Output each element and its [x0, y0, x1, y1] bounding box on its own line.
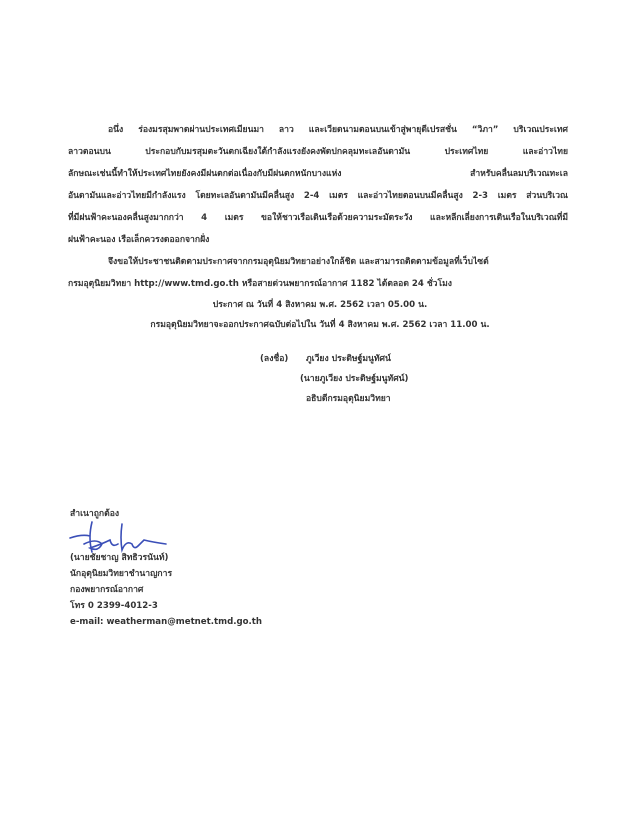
announced-date: ประกาศ ณ วันที่ 4 สิงหาคม พ.ศ. 2562 เวลา 05.00 น. — [212, 300, 428, 310]
certifier-name: (นายชัยชาญ สิทธิวรนันท์) — [70, 553, 169, 563]
paragraph1-line: อันดามันและอ่าวไทยมีกำลังแรง โดยทะเลอันดามันมีคลื่นสูง 2-4 เมตร และอ่าวไทยตอนบนมีคลื่นสูง 2-3 เมตร ส่วนบริเวณ — [68, 191, 568, 201]
certifier-phone: โทร 0 2399-4012-3 — [70, 601, 158, 611]
paragraph1-line: ลักษณะเช่นนี้ทำให้ประเทศไทยยังคงมีฝนตกต่อเนื่องกับมีฝนตกหนักบางแห่ง สำหรับคลื่นลมบริเวณทะเล — [68, 169, 568, 179]
certifier-division: กองพยากรณ์อากาศ — [70, 585, 144, 595]
paragraph1-line: ฝนฟ้าคะนอง เรือเล็กควรงดออกจากฝั่ง — [68, 235, 210, 245]
paragraph2-line: จึงขอให้ประชาชนติดตามประกาศจากกรมอุตุนิยมวิทยาอย่างใกล้ชิด และสามารถติดตามข้อมูลที่เว็บไซต์ — [108, 257, 489, 267]
paragraph2-line: กรมอุตุนิยมวิทยา http://www.tmd.go.th หรือสายด่วนพยากรณ์อากาศ 1182 ได้ตลอด 24 ชั่วโมง — [68, 279, 452, 289]
signatory-title: อธิบดีกรมอุตุนิยมวิทยา — [306, 394, 391, 404]
signed-label: (ลงชื่อ) — [260, 354, 289, 364]
certifier-email: e-mail: weatherman@metnet.tmd.go.th — [70, 617, 263, 627]
signature-stroke — [70, 522, 166, 552]
signatory-name-full: (นายภูเวียง ประดิษฐ์มนูทัศน์) — [300, 374, 409, 384]
certified-label: สำเนาถูกต้อง — [70, 509, 120, 519]
paragraph1-line: อนึ่ง ร่องมรสุมพาดผ่านประเทศเมียนมา ลาว และเวียดนามตอนบนเข้าสู่พายุดีเปรสชั่น “วิภา” บริเวณประเทศ — [108, 125, 568, 135]
paragraph1-line: ลาวตอนบน ประกอบกับมรสุมตะวันตกเฉียงใต้กำลังแรงยังคงพัดปกคลุมทะเลอันดามัน ประเทศไทย และอ่าวไทย — [68, 147, 568, 157]
next-issue: กรมอุตุนิยมวิทยาจะออกประกาศฉบับต่อไปใน วันที่ 4 สิงหาคม พ.ศ. 2562 เวลา 11.00 น. — [150, 320, 490, 330]
signatory-name: ภูเวียง ประดิษฐ์มนูทัศน์ — [306, 354, 391, 364]
certifier-position: นักอุตุนิยมวิทยาชำนาญการ — [70, 569, 173, 579]
paragraph1-line: ที่มีฝนฟ้าคะนองคลื่นสูงมากกว่า 4 เมตร ขอให้ชาวเรือเดินเรือด้วยความระมัดระวัง และหลีกเลี่ยงการเดินเรือในบริเวณที่มี — [68, 213, 568, 223]
